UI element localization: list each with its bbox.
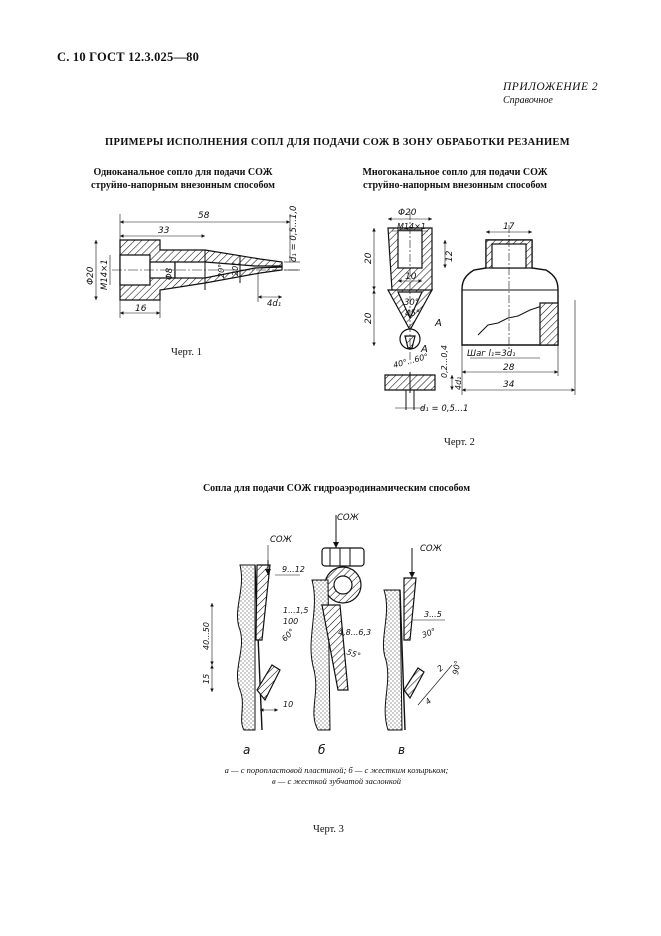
dim2-20b: 20 [364, 312, 374, 324]
dim2-30: 30° [404, 298, 420, 308]
dim-phi8: Φ8 [165, 267, 175, 280]
dim2-m14: M14×1 [397, 222, 426, 231]
dim3-1-15: 1...1,5 [283, 606, 309, 615]
mark-A1: A [435, 318, 442, 329]
variant-label-b: б [318, 743, 326, 757]
mark-A2: A [421, 344, 428, 355]
dim3-10: 10 [283, 700, 294, 709]
figure1-caption-line1: Одноканальное сопло для подачи СОЖ [93, 167, 273, 178]
dim3-3-5: 3...5 [424, 610, 442, 619]
dim-58: 58 [198, 211, 210, 221]
coolant-label-b: СОЖ [337, 513, 359, 523]
dim3-60: 60° [280, 627, 297, 644]
variant-b [311, 513, 371, 757]
page-header: С. 10 ГОСТ 12.3.025—80 [57, 50, 200, 64]
dim3-100: 100 [283, 617, 299, 626]
dim2-28: 28 [503, 363, 515, 373]
dim-angle20a: 20° [217, 263, 226, 278]
dim3-2: 2 [435, 663, 446, 674]
figure3-legend-line2: в — с жесткой зубчатой заслонкой [271, 775, 402, 786]
dim2-phi20: Φ20 [398, 208, 417, 218]
dim2-02-04: 0,2...0,4 [440, 344, 449, 378]
figure2-caption-line2: струйно-напорным внезонным способом [363, 180, 547, 191]
dim3-15: 15 [202, 673, 211, 684]
dim2-12: 12 [445, 250, 455, 262]
dim-d1: d₁ = 0,5...1,0 [289, 205, 299, 262]
coolant-label-a: СОЖ [270, 535, 292, 545]
figure2-label: Черт. 2 [444, 437, 475, 448]
dim-angle20b: 20° [231, 261, 240, 276]
document-title: ПРИМЕРЫ ИСПОЛНЕНИЯ СОПЛ ДЛЯ ПОДАЧИ СОЖ В ЗОНУ ОБРАБОТКИ РЕЗАНИЕМ [105, 137, 570, 148]
dim-m14: M14×1 [100, 259, 110, 290]
dim2-d1: d₁ = 0,5...1 [420, 404, 469, 414]
figure1-label: Черт. 1 [171, 347, 202, 358]
figure3-label: Черт. 3 [313, 824, 344, 835]
dim3-30: 30° [420, 626, 438, 640]
dim2-45: 45° [405, 309, 421, 319]
appendix-title: ПРИЛОЖЕНИЕ 2 [503, 81, 599, 93]
dim2-34: 34 [503, 380, 515, 390]
dim2-step: Шаг l₁=3d₁ [467, 349, 516, 359]
dim3-90: 90° [451, 659, 463, 676]
dim3-9-12: 9...12 [282, 565, 305, 574]
variant-label-c: в [398, 743, 406, 757]
dim2-4d1: 4d₁ [454, 376, 463, 390]
figure3-caption: Сопла для подачи СОЖ гидроаэродинамическим способом [202, 483, 471, 494]
dim2-20a: 20 [364, 252, 374, 264]
dim3-48-63: 4,8...6,3 [338, 628, 372, 637]
dim-33: 33 [158, 226, 170, 236]
dim-16: 16 [135, 304, 147, 314]
figure2-caption-line1: Многоканальное сопло для подачи СОЖ [362, 167, 548, 178]
figure3-legend [0, 765, 661, 786]
variant-a [202, 535, 308, 757]
coolant-label-c: СОЖ [420, 544, 442, 554]
dim3-55: 55° [345, 647, 362, 661]
dim3-40-50: 40...50 [202, 622, 211, 650]
dim3-4: 4 [423, 696, 434, 707]
dim2-17: 17 [503, 222, 515, 232]
dim-4d1: 4d₁ [267, 299, 282, 309]
figure3-legend-line1: а — с поропластовой пластиной; б — с жестким козырьком; [224, 765, 449, 775]
dim2-10: 10 [405, 272, 417, 282]
dim2-40-60: 40°...60° [392, 351, 430, 370]
variant-label-a: а [243, 743, 251, 757]
figure1-caption-line2: струйно-напорным внезонным способом [91, 180, 275, 191]
variant-c [383, 544, 462, 757]
dim-phi20: Φ20 [86, 266, 96, 285]
appendix-type: Справочное [503, 95, 553, 106]
